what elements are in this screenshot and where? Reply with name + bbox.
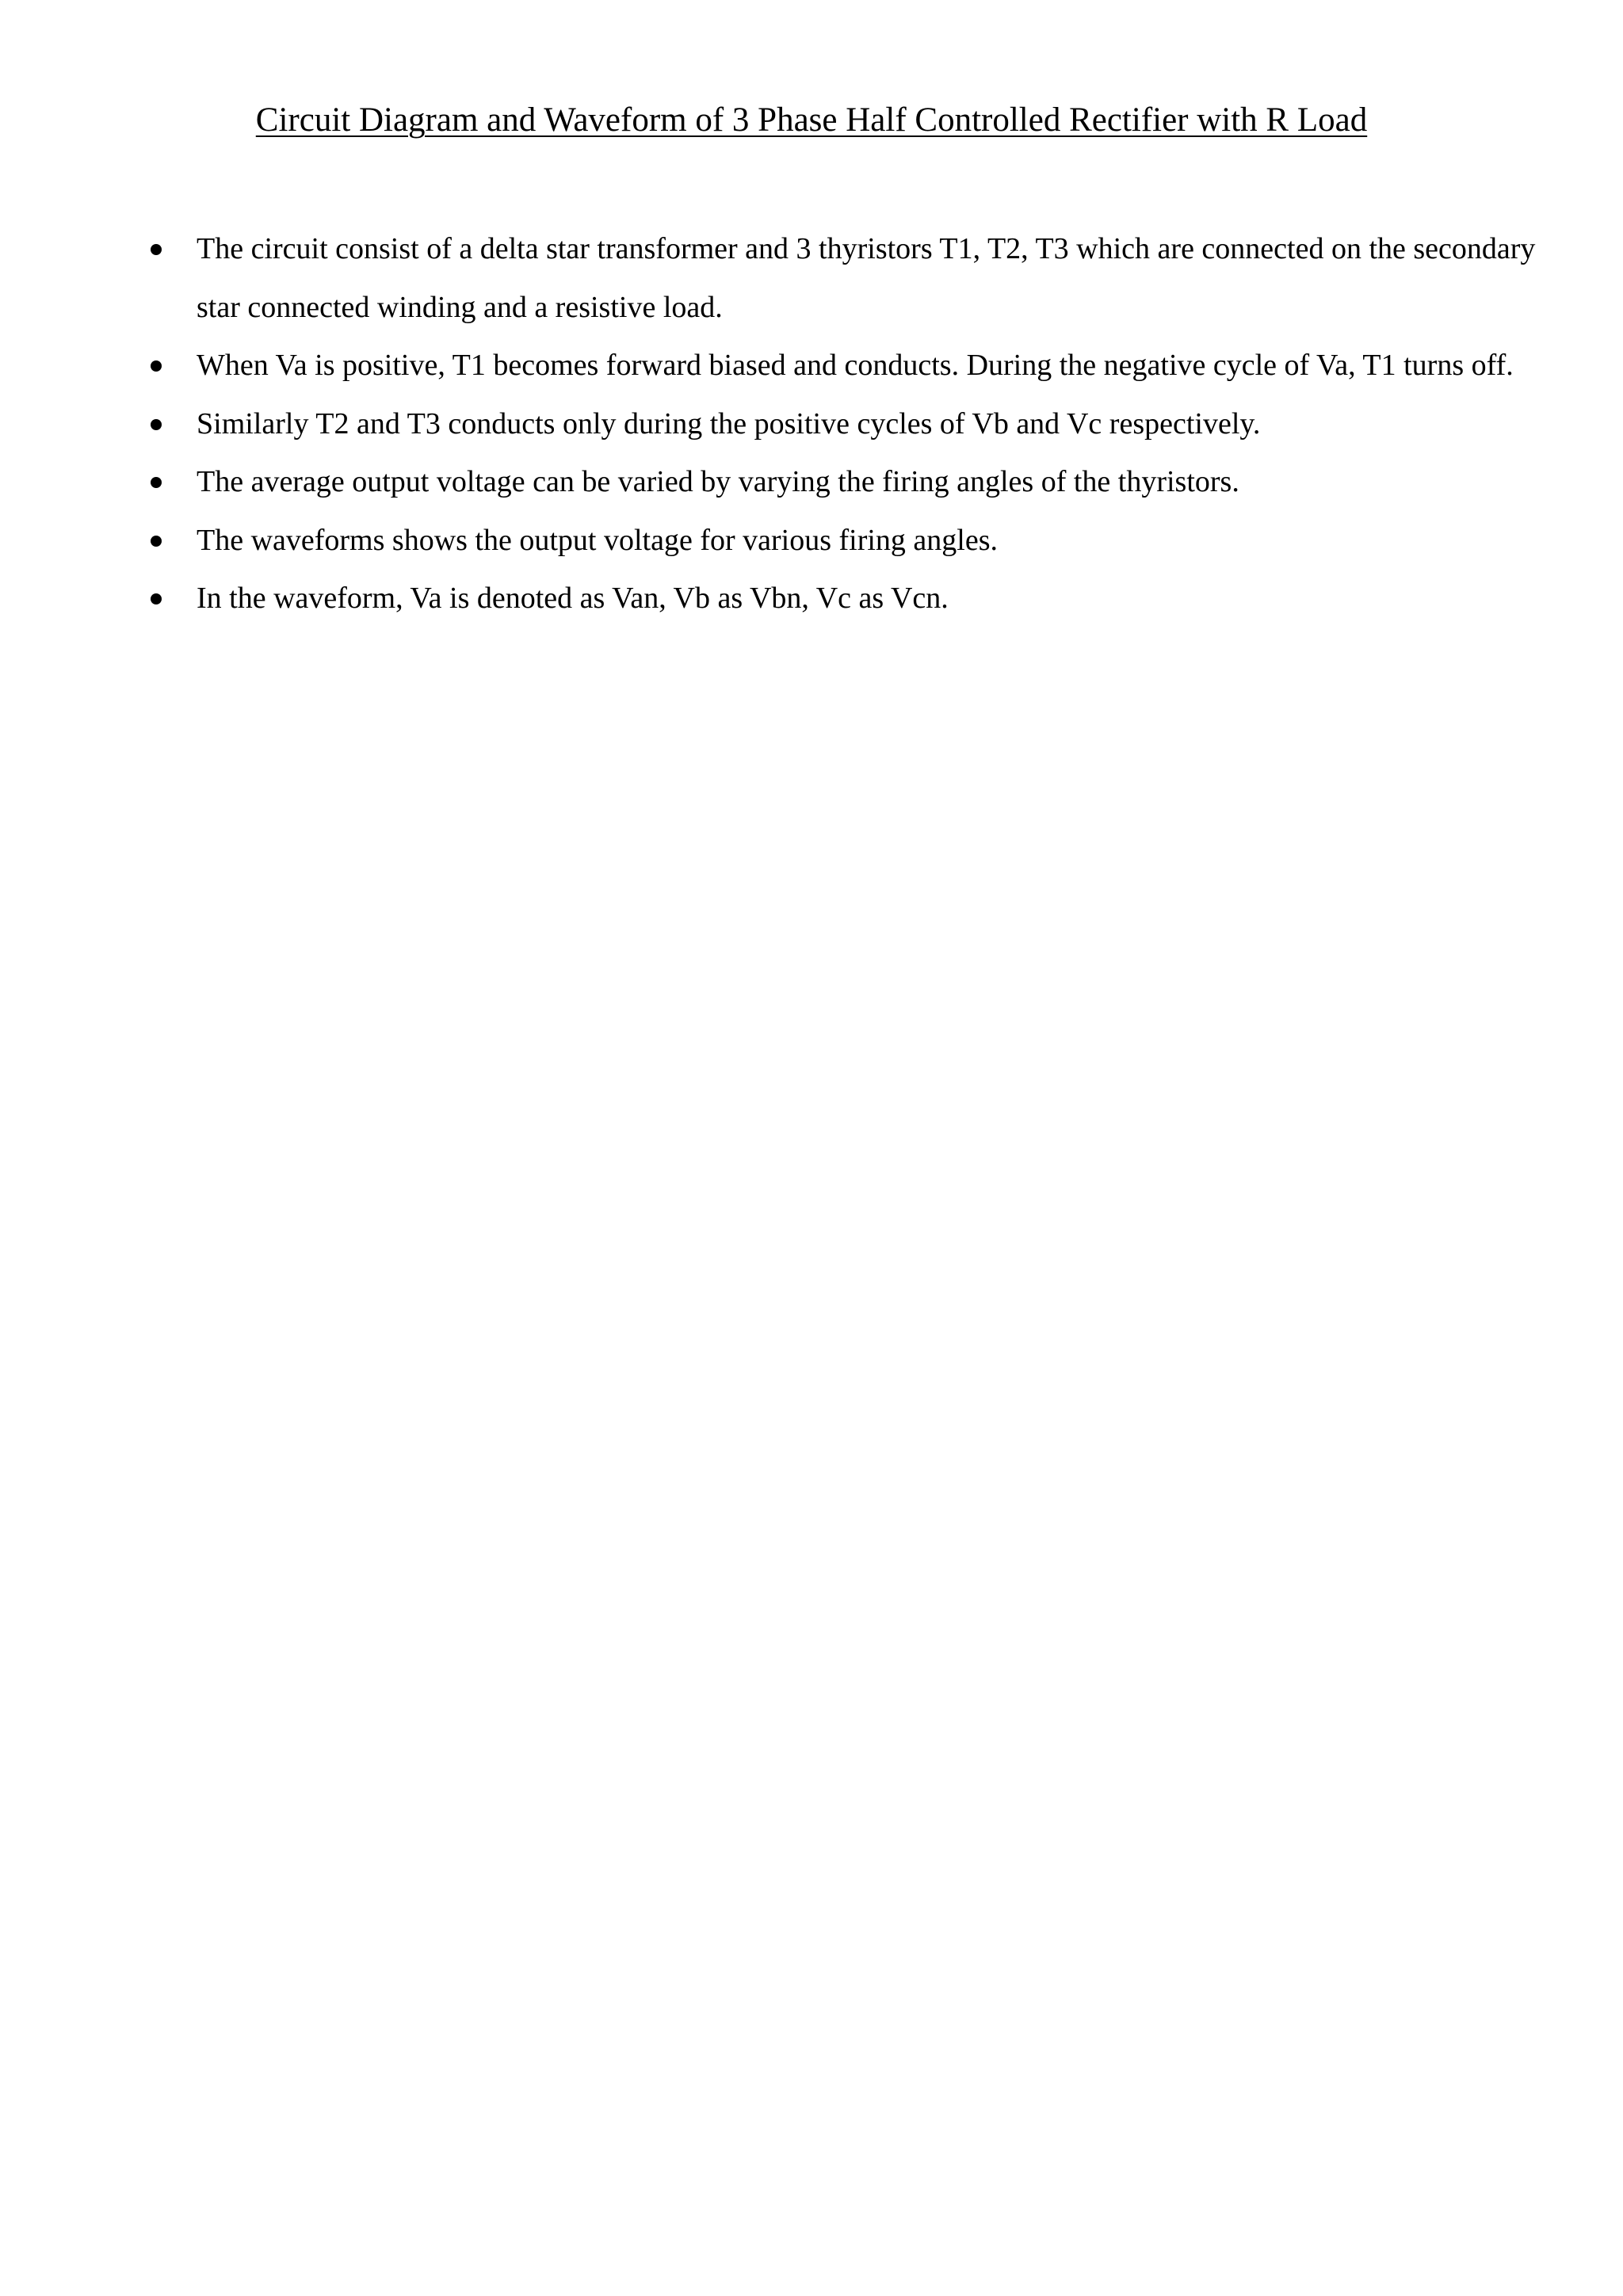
bullet-dot-icon (151, 419, 162, 430)
bullet-dot-icon (151, 244, 162, 255)
bullet-item-1 (151, 220, 1545, 337)
bullet-item-3 (151, 395, 1545, 454)
bullet-text: The average output voltage can be varied by varying the firing angles of the thyristors. (197, 465, 1239, 498)
bullet-dot-icon (151, 593, 162, 605)
bullet-text: The waveforms shows the output voltage for various firing angles. (197, 523, 998, 557)
bullet-dot-icon (151, 536, 162, 547)
bullet-text: In the waveform, Va is denoted as Van, Vb as Vbn, Vc as Vcn. (197, 582, 949, 615)
bullet-text: When Va is positive, T1 becomes forward biased and conducts. During the negative cycle of Va, T1 turns off. (197, 349, 1514, 382)
bullet-text: Similarly T2 and T3 conducts only during the positive cycles of Vb and Vc respectively. (197, 406, 1261, 441)
bullet-dot-icon (151, 360, 162, 372)
bullet-item-5 (151, 512, 1545, 570)
page-title: Circuit Diagram and Waveform of 3 Phase Half Controlled Rectifier with R Load (255, 101, 1368, 139)
bullet-list (151, 220, 1545, 628)
bullet-item-6 (151, 570, 1545, 628)
bullet-dot-icon (151, 477, 162, 488)
bullet-item-4 (151, 453, 1545, 512)
bullet-item-2 (151, 337, 1545, 395)
bullet-text: The circuit consist of a delta star transformer and 3 thyristors T1, T2, T3 which are connected on the secondary star connected winding and a resistive load. (197, 232, 1536, 324)
